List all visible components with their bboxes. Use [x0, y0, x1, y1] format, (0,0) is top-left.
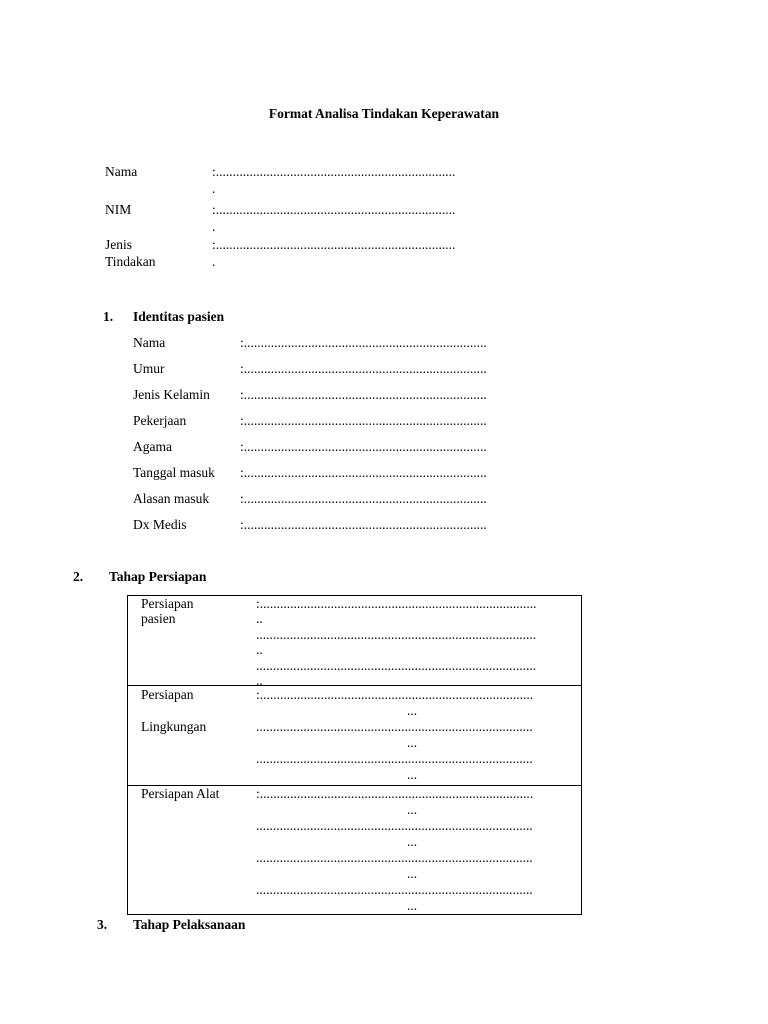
- field-value: :........................................................................: [240, 465, 487, 480]
- row-line: ..................................................................................: [256, 882, 533, 897]
- table-divider: [128, 685, 581, 686]
- row-line: ..................................................................................: [256, 719, 533, 734]
- field-value: :........................................................................: [240, 491, 487, 506]
- row-line: ..: [256, 673, 263, 688]
- field-label: Dx Medis: [133, 517, 187, 532]
- header-nim-line2: .: [212, 219, 216, 234]
- header-jenis-line1: :.......................................................................: [212, 237, 456, 252]
- row-line: ..................................................................................: [256, 751, 533, 766]
- row-line: ...................................................................................: [256, 658, 537, 673]
- field-label: Nama: [133, 335, 166, 350]
- row-label: pasien: [141, 611, 176, 626]
- row-line: ...: [407, 767, 418, 782]
- field-value: :........................................................................: [240, 517, 487, 532]
- field-value: :........................................................................: [240, 335, 487, 350]
- row-label: Lingkungan: [141, 719, 207, 734]
- header-nama-line1: :.......................................................................: [212, 164, 456, 179]
- header-nim-label: NIM: [105, 202, 132, 217]
- section2-heading: Tahap Persiapan: [109, 569, 207, 584]
- section3-number: 3.: [97, 917, 108, 932]
- header-nama-line2: .: [212, 181, 216, 196]
- row-line: ..: [256, 611, 263, 626]
- row-line: ...: [407, 735, 418, 750]
- row-line: :.................................................................................: [256, 687, 534, 702]
- field-label: Tanggal masuk: [133, 465, 215, 480]
- field-label: Umur: [133, 361, 165, 376]
- field-value: :........................................................................: [240, 413, 487, 428]
- row-line: ..................................................................................: [256, 850, 533, 865]
- row-line: ...................................................................................: [256, 627, 537, 642]
- row-line: :..................................................................................: [256, 596, 537, 611]
- row-line: ..................................................................................: [256, 818, 533, 833]
- header-jenis-label2: Tindakan: [105, 254, 156, 269]
- field-label: Agama: [133, 439, 172, 454]
- field-value: :........................................................................: [240, 361, 487, 376]
- row-line: ...: [407, 834, 418, 849]
- row-line: ...: [407, 866, 418, 881]
- row-line: ...: [407, 898, 418, 913]
- field-label: Pekerjaan: [133, 413, 187, 428]
- row-line: ...: [407, 703, 418, 718]
- row-line: :.................................................................................: [256, 786, 534, 801]
- section3-heading: Tahap Pelaksanaan: [133, 917, 246, 932]
- page-title: Format Analisa Tindakan Keperawatan: [268, 106, 500, 121]
- section2-number: 2.: [73, 569, 84, 584]
- section1-number: 1.: [103, 309, 114, 324]
- header-nim-line1: :.......................................................................: [212, 202, 456, 217]
- row-line: ..: [256, 642, 263, 657]
- row-label: Persiapan Alat: [141, 786, 220, 801]
- row-label: Persiapan: [141, 596, 194, 611]
- header-nama-label: Nama: [105, 164, 138, 179]
- row-label: Persiapan: [141, 687, 194, 702]
- field-label: Jenis Kelamin: [133, 387, 210, 402]
- field-value: :........................................................................: [240, 387, 487, 402]
- header-jenis-line2: .: [212, 254, 216, 269]
- field-value: :........................................................................: [240, 439, 487, 454]
- section1-heading: Identitas pasien: [133, 309, 225, 324]
- row-line: ...: [407, 802, 418, 817]
- field-label: Alasan masuk: [133, 491, 210, 506]
- header-jenis-label1: Jenis: [105, 237, 132, 252]
